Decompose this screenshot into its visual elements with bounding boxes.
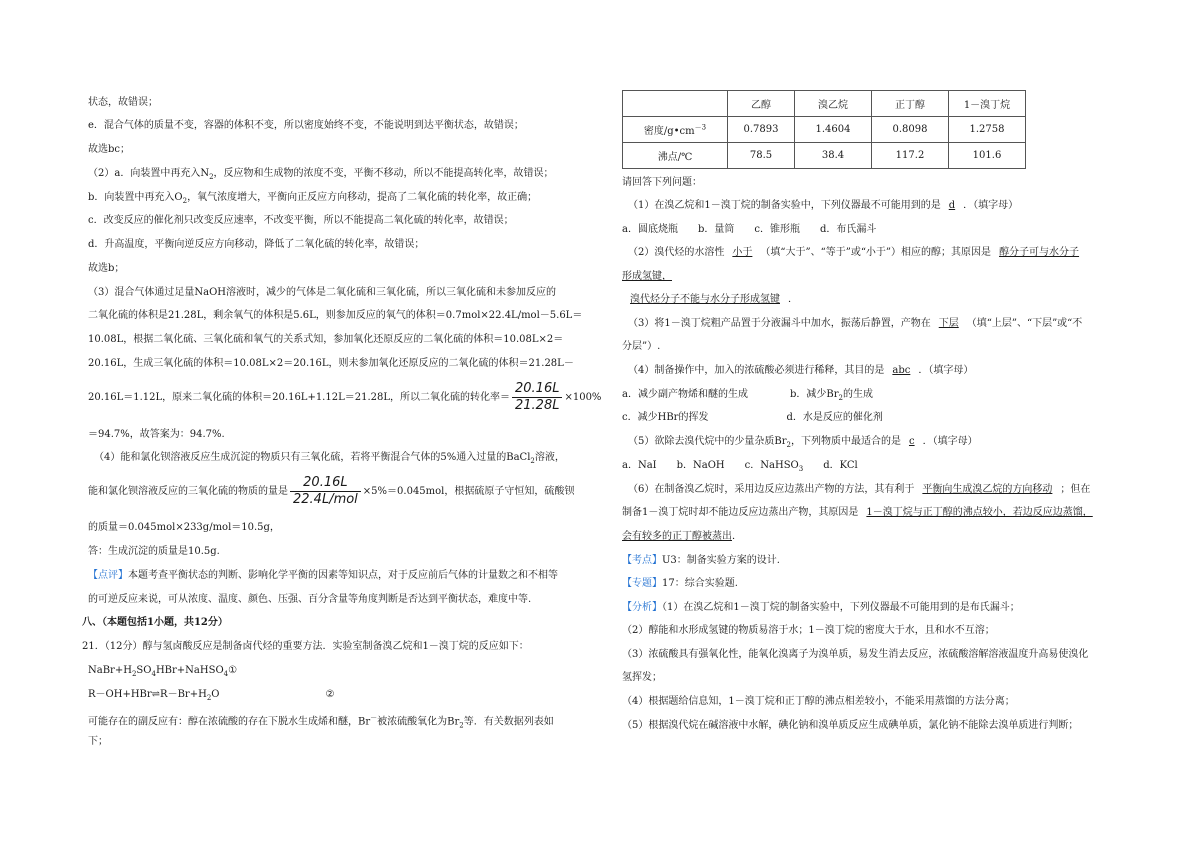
answer-blank: 醇分子可与水分子: [999, 247, 1080, 258]
equation-2: [88, 688, 334, 705]
table-row: [623, 143, 1026, 169]
text-span: （5）欲除去溴代烷中的少量杂质Br: [628, 436, 787, 447]
text-line: [628, 199, 1018, 213]
text-line: d．升高温度，平衡向逆反应方向移动，降低了二氧化硫的转化率，故错误；: [88, 239, 425, 250]
text-span: U3：制备实验方案的设计.: [662, 555, 780, 566]
text-line: 请回答下列问题：: [622, 177, 702, 188]
table-cell: 1.2758: [949, 117, 1026, 143]
text-span: ①: [228, 665, 238, 676]
text-span: ②: [325, 689, 335, 700]
text-line: 氢挥发；: [622, 672, 662, 683]
answer-blank: 下层: [938, 318, 959, 329]
section-heading: 八、（本题包括1小题，共12分）: [82, 617, 228, 628]
table-header-cell: 1－溴丁烷: [949, 91, 1026, 117]
table-row: [623, 117, 1026, 143]
text-line: 的质量＝0.045mol×233g/mol＝10.5g，: [88, 522, 280, 533]
fraction: [290, 475, 361, 508]
text-span: 20.16L＝1.12L，原来二氧化硫的体积＝20.16L+1.12L＝21.28L，所以二氧化硫的转化率＝: [88, 392, 510, 403]
text-span: （3）将1－溴丁烷粗产品置于分液漏斗中加水，振荡后静置，产物在: [628, 318, 931, 329]
text-line: [94, 451, 565, 468]
text-line: [88, 167, 554, 184]
text-line: [628, 317, 1082, 331]
text-span: O: [211, 689, 220, 700]
text-line: [622, 554, 780, 568]
text-span: 17：综合实验题.: [662, 578, 738, 589]
answer-blank: 溴代烃分子不能与水分子形成氢键: [630, 294, 780, 305]
text-line: （2）醇能和水形成氢键的物质易溶于水；1－溴丁烷的密度大于水，且和水不互溶；: [622, 625, 995, 636]
text-line: 下；: [88, 736, 108, 747]
text-line: [88, 191, 537, 208]
text-line: [622, 388, 873, 405]
text-span: 本题考查平衡状态的判断、影响化学平衡的因素等知识点，对于反应前后气体的计量数之和不相等: [128, 570, 558, 581]
superscript: －: [370, 714, 378, 722]
table-cell: 117.2: [872, 143, 949, 169]
subscript: 2: [838, 394, 843, 402]
text-span: ．（填字母）: [963, 200, 1019, 211]
answer-blank: c: [908, 436, 915, 447]
subscript: 2: [530, 457, 535, 465]
text-span: 的生成: [842, 389, 873, 400]
text-span: 被浓硫酸氧化为Br: [377, 716, 460, 728]
subscript: 4: [151, 670, 156, 678]
answer-blank: 小于: [732, 247, 753, 258]
fraction-denominator: 21.28L: [515, 398, 560, 413]
subscript: 2: [209, 173, 214, 181]
subscript: 3: [798, 465, 804, 473]
text-line: [622, 411, 883, 425]
text-line: [622, 601, 1020, 615]
text-line: 故选bc；: [88, 144, 131, 155]
text-line: （5）根据溴代烷在碱溶液中水解，碘化钠和溴单质反应生成碘单质，氯化钠不能除去溴单质进行判断；: [622, 720, 1079, 731]
text-line: [622, 530, 742, 544]
text-line: （4）根据题给信息知，1－溴丁烷和正丁醇的沸点相差较小，不能采用蒸馏的方法分离；: [622, 696, 1015, 707]
text-line: 答：生成沉淀的质量是10.5g.: [88, 546, 220, 557]
table-header-cell: [623, 91, 728, 117]
text-line: 状态，故错误；: [88, 97, 158, 108]
table-row-label: 沸点/℃: [623, 143, 728, 169]
text-span: 能和氯化钡溶液反应的三氧化硫的物质的量是: [88, 486, 288, 497]
answer-blank: 1－溴丁烷与正丁醇的沸点较小，若边反应边蒸馏，: [866, 507, 1093, 518]
text-line: （3）浓硫酸具有强氧化性，能氧化溴离子为溴单质，易发生消去反应，浓硫酸溶解溶液温度升高易使溴化: [622, 649, 1089, 660]
text-span: NaBr+H: [88, 665, 132, 676]
table-header-cell: 正丁醇: [872, 91, 949, 117]
text-line: [88, 711, 554, 732]
text-span: ；但在: [1060, 484, 1091, 495]
table-cell: 0.8098: [872, 117, 949, 143]
answer-blank: abc: [892, 365, 911, 376]
text-span: ，氧气浓度增大，平衡向正反应方向移动，提高了二氧化硫的转化率，故正确；: [187, 192, 538, 203]
subscript: 2: [206, 694, 212, 702]
equation-1: [88, 664, 237, 681]
text-span: （2）a．向装置中再充入N: [88, 168, 210, 179]
text-line: c．改变反应的催化剂只改变反应速率，不改变平衡，所以不能提高二氧化硫的转化率，故错误；: [88, 215, 514, 226]
subscript: 2: [459, 721, 464, 730]
text-line: [628, 246, 1079, 260]
fraction: [512, 381, 562, 414]
text-span: ，下列物质中最适合的是: [790, 436, 901, 447]
text-span: （填“大于”、“等于”或“小于”）相应的醇；其原因是: [760, 247, 992, 258]
answer-blank: 平衡向生成溴乙烷的方向移动: [922, 484, 1053, 495]
text-span: ．（填字母）: [922, 436, 978, 447]
text-line: [628, 483, 1090, 497]
text-line: 的可逆反应来说，可从浓度、温度、颜色、压强、百分含量等角度判断是否达到平衡状态，难度中等.: [88, 594, 532, 605]
text-line: 10.08L，根据二氧化硫、三氧化硫和氧气的关系式知，参加氧化还原反应的二氧化硫的体积＝10.08L×2＝: [88, 334, 564, 345]
text-line: [622, 459, 858, 476]
table-cell: 0.7893: [728, 117, 795, 143]
text-span: （填“上层”、“下层”或“不: [966, 318, 1083, 329]
text-line: a．圆底烧瓶 b．量筒 c．锥形瓶 d．布氏漏斗: [622, 224, 877, 235]
text-line: e．混合气体的质量不变，容器的体积不变，所以密度始终不变，不能说明到达平衡状态，故错误；: [88, 120, 524, 131]
table-header-cell: 溴乙烷: [795, 91, 872, 117]
text-span: （1）在溴乙烷和1－溴丁烷的制备实验中，下列仪器最不可能用到的是: [628, 200, 941, 211]
text-span: 等．有关数据列表如: [463, 716, 554, 728]
text-span: （4）能和氯化钡溶液反应生成沉淀的物质只有三氧化硫，若将平衡混合气体的5%通入过量的BaCl: [94, 452, 531, 463]
table-cell: 101.6: [949, 143, 1026, 169]
superscript: －3: [694, 123, 707, 132]
text-span: ．: [732, 531, 742, 542]
text-span: c．减少HBr的挥发: [622, 412, 709, 423]
text-line: [622, 577, 738, 591]
text-line: [622, 270, 672, 284]
table-header-cell: 乙醇: [728, 91, 795, 117]
text-span: （6）在制备溴乙烷时，采用边反应边蒸出产物的方法，其有利于: [628, 484, 915, 495]
text-span: HBr+NaHSO: [155, 665, 224, 676]
text-line: [88, 569, 558, 583]
fraction-numerator: 20.16L: [290, 475, 361, 492]
table-row-label: [623, 117, 728, 143]
text-span: SO: [136, 665, 152, 676]
subscript: 2: [182, 197, 188, 205]
text-span: ×5%＝0.045mol，根据硫原子守恒知，硫酸钡: [362, 486, 575, 497]
text-span: 可能存在的副反应有：醇在浓硫酸的存在下脱水生成烯和醚，Br: [88, 716, 371, 728]
text-span: 制备1－溴丁烷时却不能边反应边蒸出产物，其原因是: [622, 507, 859, 518]
table-cell: 78.5: [728, 143, 795, 169]
table-cell: 1.4604: [795, 117, 872, 143]
subscript: 4: [223, 670, 229, 678]
answer-blank: d: [948, 200, 956, 211]
category-tag: 【专题】: [622, 578, 662, 589]
text-span: ．（填字母）: [918, 365, 974, 376]
text-line: 分层”）.: [622, 341, 661, 352]
fraction-numerator: 20.16L: [512, 381, 562, 398]
fraction-denominator: 22.4L/mol: [293, 492, 358, 507]
text-line: [628, 435, 978, 452]
text-line: [88, 381, 601, 415]
topic-tag: 【考点】: [622, 555, 662, 566]
text-span: d．KCl: [803, 460, 858, 471]
table-header-row: [623, 91, 1026, 117]
text-span: R－OH+HBr⇌R－Br+H: [88, 689, 207, 700]
text-span: b．向装置中再充入O: [88, 192, 183, 203]
text-span: a．NaI b．NaOH c．NaHSO: [622, 460, 799, 471]
text-span: b．减少Br: [789, 389, 839, 400]
text-span: ，反应物和生成物的浓度不变，平衡不移动，所以不能提高转化率，故错误；: [213, 168, 554, 179]
text-span: a．减少副产物烯和醚的生成: [622, 389, 748, 400]
text-line: [622, 293, 798, 307]
answer-blank: 形成氢键，: [622, 271, 672, 282]
text-span: 密度/g•cm: [643, 126, 695, 137]
subscript: 2: [131, 670, 137, 678]
analysis-tag: 【分析】: [622, 602, 662, 613]
text-line: 20.16L，生成三氧化硫的体积＝10.08L×2＝20.16L，则未参加氧化还原反应的二氧化硫的体积＝21.28L－: [88, 358, 574, 369]
text-line: [628, 364, 973, 378]
text-span: （4）制备操作中，加入的浓硫酸必须进行稀释，其目的是: [628, 365, 885, 376]
text-span: 溶液，: [534, 452, 565, 463]
question-line: 21．（12分）醇与氢卤酸反应是制备卤代烃的重要方法．实验室制备溴乙烷和1－溴丁烷的反应如下：: [82, 641, 529, 652]
subscript: 2: [786, 441, 791, 449]
text-line: [622, 506, 1093, 520]
text-line: [88, 474, 574, 510]
text-line: 二氧化硫的体积是21.28L，剩余氧气的体积是5.6L，则参加反应的氧气的体积＝0.7mol×22.4L/mol－5.6L＝: [88, 310, 583, 321]
text-span: （2）溴代烃的水溶性: [628, 247, 725, 258]
text-line: ＝94.7%，故答案为：94.7%.: [88, 429, 225, 440]
text-line: （3）混合气体通过足量NaOH溶液时，减少的气体是二氧化硫和三氧化硫，所以三氧化硫和未参加反应的: [88, 287, 556, 298]
properties-table: [622, 90, 1026, 169]
text-span: d．水是反应的催化剂: [786, 412, 883, 423]
text-span: ．: [788, 294, 798, 305]
text-line: 故选b；: [88, 263, 125, 274]
answer-blank: 会有较多的正丁醇被蒸出: [622, 531, 732, 542]
text-span: （1）在溴乙烷和1－溴丁烷的制备实验中，下列仪器最不可能用到的是布氏漏斗；: [662, 602, 1020, 613]
review-tag: 【点评】: [88, 570, 128, 581]
text-span: ×100%: [564, 392, 602, 403]
table-cell: 38.4: [795, 143, 872, 169]
